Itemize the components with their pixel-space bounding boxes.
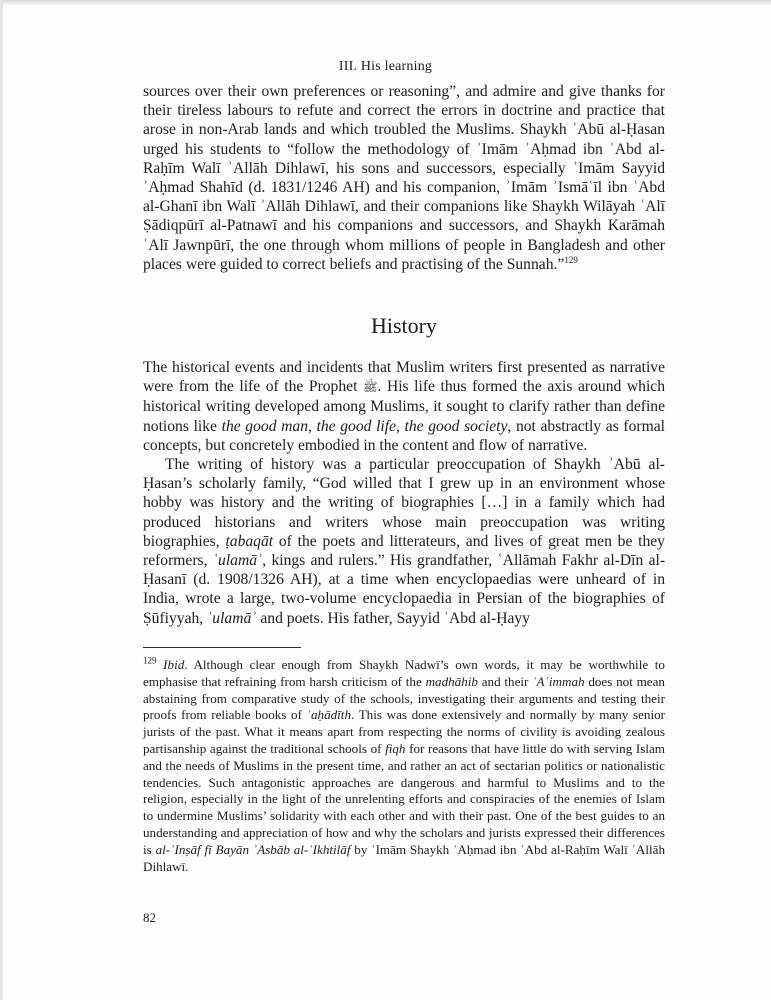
page-gutter-edge (0, 0, 3, 1000)
salawat-glyph-icon: ﷺ (362, 380, 378, 395)
history-paragraph-2: The writing of history was a particular preoccupation of Shaykh ʾAbū al-Ḥasan’s scholarly family, “God willed that I grew up in an environment whose hobby was history and the writing of biographies […] in a family which had produced historians and writers whose main preoccupation was writing biographies, ṭabaqāt of the poets and litterateurs, and lives of great men be they reformers, ʿulamāʾ, kings and rulers.” His grandfather, ʿAllāmah Fakhr al-Dīn al-Ḥasanī (d. 1908/1326 AH), at a time when encyclopaedias were unheard of in India, wrote a large, two-volume encyclopaedia in Persian of the biographies of Ṣūfiyyah, ʿulamāʾ and poets. His father, Sayyid ʿAbd al-Ḥayy (143, 456, 666, 627)
footnote-129: $^{129}$ Ibid. Although clear enough from Shaykh Nadwī’s own words, it may be worthwhile to emphasise that refraining from harsh criticism of the madhāhib and their ʾAʾimmah does not mean abstaining from comparative study of the schools, investigating their arguments and testing their proofs from reliable books of ʾaḥādīth. This was done extensively and normally by many senior jurists of the past. What it means apart from respecting the norms of civility is avoiding zealous partisanship against the traditional schools of fiqh for reasons that have little do with serving Islam and the needs of Muslims in the present time, and rather an act of sectarian politics or nationalistic tendencies. Such antagonistic approaches are dangerous and harmful to Muslims and to the religion, especially in the light of the unrelenting efforts and conspiracies of the enemies of Islam to undermine Muslims’ solidarity with each other and with their past. One of the best guides to an understanding and appreciation of how and why the scholars and jurists expressed their differences is al-ʾInṣāf fī Bayān ʾAsbāb al-ʾIkhtilāf by ʾImām Shaykh ʾAḥmad ibn ʿAbd al-Raḥīm Walī ʾAllāh Dihlawī. (143, 655, 666, 874)
history-section-body (143, 358, 665, 628)
page-number: 82 (143, 910, 156, 925)
running-head: III. His learning (338, 59, 433, 74)
italic-term: ʿulamāʾ (207, 609, 257, 627)
page-edge-shadow (0, 0, 771, 6)
footnote-number: 129 (143, 655, 157, 666)
italic-term: ṭabaqāt (225, 532, 274, 550)
book-title: al-ʾInṣāf fī Bayān ʾAsbāb al-ʾIkhtilāf (155, 841, 351, 857)
history-paragraph-1: The historical events and incidents that Muslim writers first presented as narrative were from the life of the Prophet ﷺ. His life thus formed the axis around which historical writing developed among Muslims, it sought to clarify rather than define notions like the good man, the good life, the good society, not abstractly as formal concepts, but concretely embodied in the content and flow of narrative. (143, 359, 665, 454)
section-heading: History (371, 313, 437, 338)
footnote-divider (143, 647, 301, 648)
continuation-paragraph-text: sources over their own preferences or reasoning”, and admire and give thanks for their tireless labours to refute and correct the errors in doctrine and practice that arose in non-Arab lands and which troubled the Muslims. Shaykh ʾAbū al-Ḥasan urged his students to “follow the methodology of ʾImām ʾAḥmad ibn ʿAbd al-Raḥīm Walī ʾAllāh Dihlawī, his sons and successors, especially ʾImām Sayyid ʾAḥmad Shahīd (d. 1831/1246 AH) and his companion, ʾImām ʾIsmāʿīl ibn ʿAbd al-Ghanī ibn Walī ʾAllāh Dihlawī, and their companions like Shaykh Wilāyah ʿAlī Ṣādiqpūrī al-Patnawī and his companions and successors, and Shaykh Karāmah ʿAlī Jawnpūrī, the one through whom millions of people in Bangladesh and other places were guided to correct beliefs and practising of the Sunnah.” (143, 83, 665, 273)
italic-phrase: the good man, the good life, the good society (221, 417, 508, 435)
italic-term: ʿulamāʾ (212, 552, 263, 570)
continuation-paragraph (143, 82, 665, 274)
footnote-reference[interactable]: 129 (564, 254, 578, 265)
